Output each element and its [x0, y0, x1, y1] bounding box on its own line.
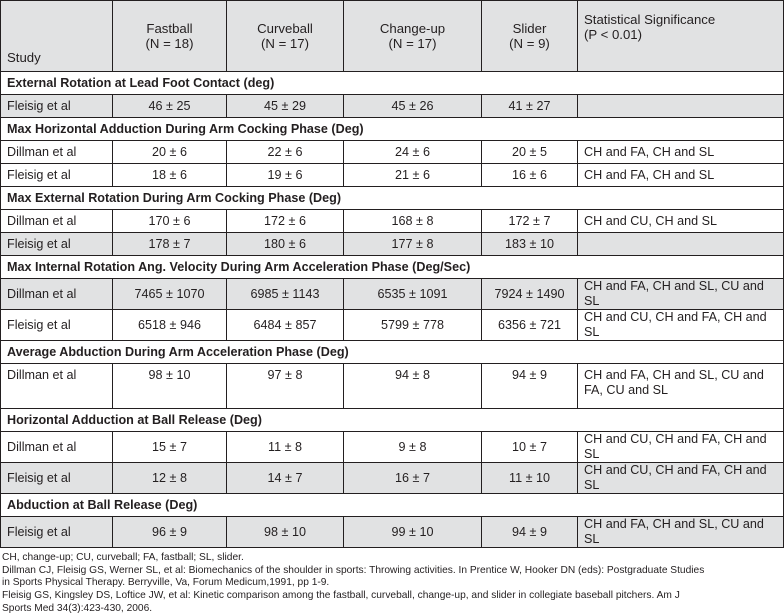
cell-significance: CH and FA, CH and SL, CU and SL: [578, 279, 784, 310]
cell-curveball: 6985 ± 1143: [227, 279, 344, 310]
cell-significance: CH and CU, CH and FA, CH and SL: [578, 463, 784, 494]
cell-slider: 10 ± 7: [482, 432, 578, 463]
table-row: [1, 95, 784, 118]
table-footnotes: [0, 548, 784, 616]
cell-study: Dillman et al: [1, 141, 113, 164]
table-row: [1, 141, 784, 164]
header-slider: Slider (N = 9): [482, 1, 578, 72]
cell-study: Dillman et al: [1, 279, 113, 310]
cell-slider: 41 ± 27: [482, 95, 578, 118]
cell-study: Fleisig et al: [1, 517, 113, 548]
cell-study: Dillman et al: [1, 432, 113, 463]
cell-fastball: 20 ± 6: [113, 141, 227, 164]
cell-changeup: 9 ± 8: [344, 432, 482, 463]
section-header: External Rotation at Lead Foot Contact (deg): [1, 72, 784, 95]
table-row: [1, 233, 784, 256]
header-row: [1, 1, 784, 72]
cell-fastball: 46 ± 25: [113, 95, 227, 118]
cell-changeup: 16 ± 7: [344, 463, 482, 494]
cell-slider: 7924 ± 1490: [482, 279, 578, 310]
section-header: Average Abduction During Arm Acceleration Phase (Deg): [1, 341, 784, 364]
cell-significance: CH and FA, CH and SL: [578, 164, 784, 187]
cell-fastball: 170 ± 6: [113, 210, 227, 233]
cell-slider: 172 ± 7: [482, 210, 578, 233]
cell-study: Fleisig et al: [1, 95, 113, 118]
cell-curveball: 11 ± 8: [227, 432, 344, 463]
table-row: [1, 463, 784, 494]
reference-fleisig-line2: Sports Med 34(3):423-430, 2006.: [2, 602, 153, 614]
cell-changeup: 168 ± 8: [344, 210, 482, 233]
cell-curveball: 6484 ± 857: [227, 310, 344, 341]
cell-slider: 94 ± 9: [482, 517, 578, 548]
header-changeup: Change-up (N = 17): [344, 1, 482, 72]
header-significance: Statistical Significance (P < 0.01): [578, 1, 784, 72]
table-row: [1, 210, 784, 233]
cell-study: Fleisig et al: [1, 463, 113, 494]
cell-fastball: 12 ± 8: [113, 463, 227, 494]
table-row: [1, 432, 784, 463]
cell-curveball: 172 ± 6: [227, 210, 344, 233]
cell-significance: CH and FA, CH and SL: [578, 141, 784, 164]
cell-changeup: 99 ± 10: [344, 517, 482, 548]
cell-significance: CH and FA, CH and SL, CU and SL: [578, 517, 784, 548]
cell-changeup: 177 ± 8: [344, 233, 482, 256]
cell-curveball: 97 ± 8: [227, 364, 344, 409]
reference-dillman-line2: in Sports Physical Therapy. Berryville, Va, Forum Medicum,1991, pp 1-9.: [2, 577, 330, 589]
cell-significance: CH and CU, CH and SL: [578, 210, 784, 233]
cell-slider: 94 ± 9: [482, 364, 578, 409]
cell-curveball: 19 ± 6: [227, 164, 344, 187]
section-header: Max Internal Rotation Ang. Velocity During Arm Acceleration Phase (Deg/Sec): [1, 256, 784, 279]
section-header: Abduction at Ball Release (Deg): [1, 494, 784, 517]
cell-changeup: 5799 ± 778: [344, 310, 482, 341]
cell-changeup: 94 ± 8: [344, 364, 482, 409]
cell-fastball: 18 ± 6: [113, 164, 227, 187]
cell-changeup: 6535 ± 1091: [344, 279, 482, 310]
table-row: [1, 279, 784, 310]
cell-fastball: 178 ± 7: [113, 233, 227, 256]
cell-significance: [578, 95, 784, 118]
cell-curveball: 98 ± 10: [227, 517, 344, 548]
table-row: [1, 310, 784, 341]
cell-significance: CH and FA, CH and SL, CU and FA, CU and SL: [578, 364, 784, 409]
header-curveball: Curveball (N = 17): [227, 1, 344, 72]
cell-slider: 20 ± 5: [482, 141, 578, 164]
cell-curveball: 22 ± 6: [227, 141, 344, 164]
cell-fastball: 7465 ± 1070: [113, 279, 227, 310]
table-row: [1, 164, 784, 187]
cell-curveball: 180 ± 6: [227, 233, 344, 256]
header-fastball: Fastball (N = 18): [113, 1, 227, 72]
cell-changeup: 24 ± 6: [344, 141, 482, 164]
cell-fastball: 6518 ± 946: [113, 310, 227, 341]
cell-study: Fleisig et al: [1, 164, 113, 187]
cell-changeup: 21 ± 6: [344, 164, 482, 187]
cell-slider: 6356 ± 721: [482, 310, 578, 341]
cell-fastball: 15 ± 7: [113, 432, 227, 463]
section-header: Max External Rotation During Arm Cocking Phase (Deg): [1, 187, 784, 210]
section-header: Horizontal Adduction at Ball Release (Deg): [1, 409, 784, 432]
cell-slider: 16 ± 6: [482, 164, 578, 187]
cell-significance: CH and CU, CH and FA, CH and SL: [578, 310, 784, 341]
cell-fastball: 98 ± 10: [113, 364, 227, 409]
cell-fastball: 96 ± 9: [113, 517, 227, 548]
cell-slider: 11 ± 10: [482, 463, 578, 494]
cell-study: Dillman et al: [1, 210, 113, 233]
cell-slider: 183 ± 10: [482, 233, 578, 256]
reference-dillman-line1: Dillman CJ, Fleisig GS, Werner SL, et al: Biomechanics of the shoulder in sports: Throwing activities. In Prentice W, Hooker DN (eds): Postgraduate Studies: [2, 564, 705, 576]
table-row: [1, 364, 784, 409]
reference-fleisig-line1: Fleisig GS, Kingsley DS, Loftice JW, et al: Kinetic comparison among the fastball, curveball, change-up, and slider in collegiate baseball pitchers. Am J: [2, 590, 680, 602]
abbreviations-note: CH, change-up; CU, curveball; FA, fastball; SL, slider.: [2, 552, 244, 563]
cell-curveball: 14 ± 7: [227, 463, 344, 494]
header-study: Study: [1, 1, 113, 72]
cell-changeup: 45 ± 26: [344, 95, 482, 118]
cell-study: Fleisig et al: [1, 233, 113, 256]
cell-study: Fleisig et al: [1, 310, 113, 341]
cell-curveball: 45 ± 29: [227, 95, 344, 118]
cell-significance: [578, 233, 784, 256]
section-header: Max Horizontal Adduction During Arm Cocking Phase (Deg): [1, 118, 784, 141]
cell-study: Dillman et al: [1, 364, 113, 409]
table-row: [1, 517, 784, 548]
cell-significance: CH and CU, CH and FA, CH and SL: [578, 432, 784, 463]
